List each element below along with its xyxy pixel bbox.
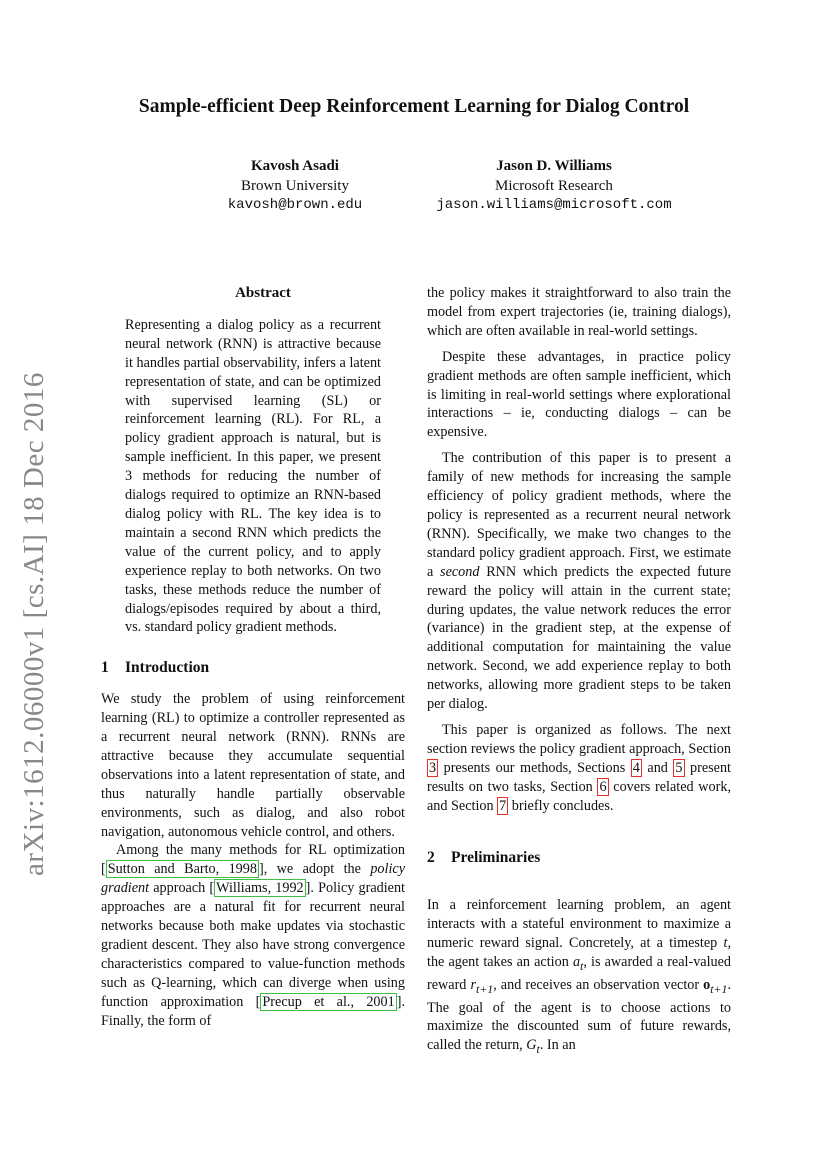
- intro-paragraph-4: Despite these advantages, in practice policy gradient methods are often sample inefficient, which is limiting in real-world settings where explorational interactions – ie, conducting dialogs – can be expensive.: [427, 348, 731, 441]
- arxiv-stamp: arXiv:1612.06000v1 [cs.AI] 18 Dec 2016: [18, 372, 50, 876]
- author-block-1: [170, 157, 420, 216]
- author-email: kavosh@brown.edu: [227, 197, 363, 213]
- left-column: [101, 284, 405, 1031]
- section-heading-preliminaries: [427, 849, 731, 868]
- citation-link[interactable]: Williams, 1992: [216, 880, 304, 897]
- section-ref-link[interactable]: 6: [599, 778, 607, 795]
- intro-paragraph-3: the policy makes it straightforward to also train the model from expert trajectories (ie, training dialogs), which are often available in real-world settings.: [427, 285, 731, 339]
- abstract-heading: Abstract: [235, 285, 291, 301]
- paper-title: Sample-efficient Deep Reinforcement Learning for Dialog Control: [138, 96, 690, 117]
- section-ref-link[interactable]: 3: [429, 759, 437, 776]
- citation-link[interactable]: Precup et al., 2001: [262, 993, 395, 1010]
- intro-paragraph-6: This paper is organized as follows. The next section reviews the policy gradient approach, Section 3 presents our methods, Sections 4 and 5 present results on two tasks, Section 6 covers related work, and Section 7 briefly concludes.: [427, 721, 732, 814]
- author-name: Kavosh Asadi: [251, 158, 339, 174]
- intro-paragraph-1: We study the problem of using reinforcement learning (RL) to optimize a controller represented as a recurrent neural network (RNN). RNNs are attractive because they accumulate sequential observations into a latent representation of state, and thus naturally handle partially observable environments, such as dialog, and also robot navigation, autonomous vehicle control, and others.: [101, 691, 405, 840]
- author-affiliation: Brown University: [241, 177, 349, 194]
- section-heading-introduction: [101, 659, 405, 678]
- section-title: Introduction: [125, 659, 210, 677]
- abstract-text: Representing a dialog policy as a recurrent neural network (RNN) is attractive because it handles partial observability, infers a latent representation of state, and can be optimized with supervised learning (SL) or reinforcement learning (RL). For RL, a policy gradient approach is natural, but is sample inefficient. In this paper, we present 3 methods for reducing the number of dialogs required to optimize an RNN-based dialog policy with RL. The key idea is to maintain a second RNN which predicts the value of the current policy, and to apply experience replay to both networks. On two tasks, these methods reduce the number of dialogs/episodes required by about a third, vs. standard policy gradient methods.: [125, 316, 381, 636]
- citation-link[interactable]: Sutton and Barto, 1998: [107, 861, 257, 878]
- author-block-2: [404, 157, 704, 216]
- section-ref-link[interactable]: 5: [675, 759, 683, 776]
- intro-paragraph-5: The contribution of this paper is to present a family of new methods for increasing the sample efficiency of policy gradient methods, where the policy is represented as a recurrent neural network (RNN). Specifically, we make two changes to the standard policy gradient approach. First, we estimate a second RNN which predicts the expected future reward the policy will attain in the current state; during updates, the value network reduces the error (variance) in the gradient step, at the expense of additional computation for maintaining the value network. Second, we add experience replay to both networks, allowing more gradient steps to be taken per dialog.: [427, 450, 731, 713]
- section-title: Preliminaries: [451, 849, 541, 867]
- section-ref-link[interactable]: 7: [499, 797, 507, 814]
- right-column: [427, 284, 731, 1059]
- section-number: 2: [427, 849, 435, 867]
- section-ref-link[interactable]: 4: [632, 759, 640, 776]
- section-number: 1: [101, 659, 109, 677]
- author-affiliation: Microsoft Research: [495, 177, 613, 194]
- author-email: jason.williams@microsoft.com: [436, 197, 672, 213]
- author-name: Jason D. Williams: [496, 158, 612, 174]
- intro-paragraph-2: Among the many methods for RL optimization [ Sutton and Barto, 1998 ], we adopt the policy gradient approach [ Williams, 1992 ]. Policy gradient approaches are a natural fit for recurrent neural networks because both make updates via stochastic gradient descent. They also have strong convergence characteristics compared to value-function methods such as Q-learning, which can diverge when using function approximation [ Precup et al., 2001 ]. Finally, the form of: [101, 842, 405, 1029]
- prelim-paragraph-1: In a reinforcement learning problem, an agent interacts with a stateful environment to maximize a numeric reward signal. Concretely, at a timestep t, the agent takes an action $a_t$, is awarded a real-valued reward $r_{t+1}$, and receives an observation vector $o_{t+1}$. The goal of the agent is to choose actions to maximize the discounted sum of future rewards, called the return, $G_t$. In an: [427, 897, 732, 1057]
